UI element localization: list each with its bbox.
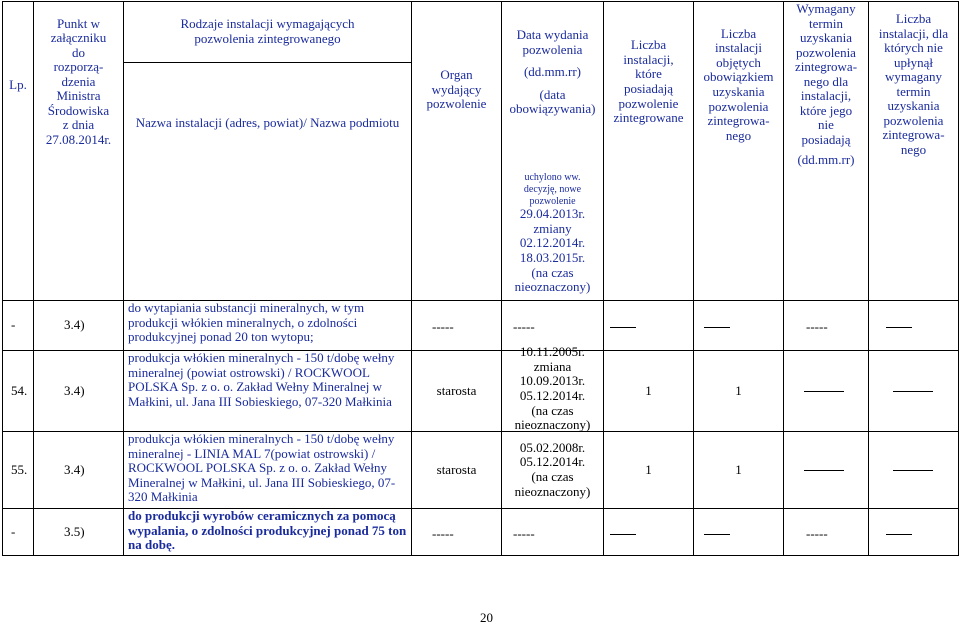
- row3-dash-line: [804, 470, 844, 471]
- row3-punkt: 3.4): [64, 461, 85, 477]
- row3-organ: starosta: [436, 461, 477, 477]
- row2-organ: starosta: [436, 382, 477, 398]
- row4-dash-data: -----: [513, 526, 535, 541]
- row1-desc: do wytapiania substancji mineralnych, w tym produkcji włókien mineralnych, o zdolności produkcyjnej ponad 20 ton wytopu;: [128, 300, 365, 345]
- row4-dash-line: [704, 534, 730, 535]
- row4-lp: -: [11, 523, 16, 539]
- row1-dash-line: [610, 327, 636, 328]
- page-number: 20: [480, 610, 493, 625]
- header-data-wydania: Data wydania pozwolenia (dd.mm.rr) (data obowiązywania): [509, 27, 596, 117]
- header-lp: Lp.: [9, 76, 27, 92]
- row2-desc: produkcja włókien mineralnych - 150 t/dobę wełny mineralnej (powiat ostrowski) / ROCKWOOL POLSKA Sp. z o. o. Zakład Wełny Mineralnej w Małkini, ul. Jana III Sobieskiego, 07-320 Małkinia: [128, 350, 395, 409]
- row4-dash-line: [610, 534, 636, 535]
- row2-liczba-objetych: 1: [735, 382, 742, 398]
- row4-dash-organ: -----: [432, 526, 454, 541]
- row1-dash-organ: -----: [432, 319, 454, 334]
- row2-lp: 54.: [11, 382, 28, 398]
- row3-desc: produkcja włókien mineralnych - 150 t/dobę wełny mineralnej - LINIA MAL 7(powiat ostrowski) / ROCKWOOL POLSKA Sp. z o. o. Zakład Wełny Mineralnej w Małkini, ul. Jana III Sobieskiego, 07- 320 Małkinia: [128, 431, 396, 505]
- row2-punkt: 3.4): [64, 382, 85, 398]
- header-rodzaje: Rodzaje instalacji wymagających pozwolenia zintegrowanego: [180, 16, 355, 46]
- row3-lp: 55.: [11, 461, 28, 477]
- row1-dash-termin: -----: [806, 319, 828, 334]
- row3-liczba-posiadajacych: 1: [645, 461, 652, 477]
- header-liczba-uplynal: Liczba instalacji, dla których nie upłynął wymagany termin uzyskania pozwolenia zintegrowa- nego: [878, 11, 949, 157]
- header-liczba-posiadajacych: Liczba instalacji, które posiadają pozwolenie zintegrowane: [613, 37, 684, 126]
- row4-desc: do produkcji wyrobów ceramicznych za pomocą wypalania, o zdolności produkcyjnej ponad 75 ton na dobę.: [128, 508, 407, 553]
- row3-data: 05.02.2008r. 05.12.2014r. (na czas nieoznaczony): [514, 439, 591, 499]
- row1-punkt: 3.4): [64, 317, 85, 333]
- row1-lp: -: [11, 317, 16, 333]
- row1-dash-line: [704, 327, 730, 328]
- row1-dash-data: -----: [513, 319, 535, 334]
- header-nazwa: Nazwa instalacji (adres, powiat)/ Nazwa podmiotu: [135, 114, 400, 130]
- header-organ: Organ wydający pozwolenie: [426, 67, 487, 112]
- row2-liczba-posiadajacych: 1: [645, 382, 652, 398]
- row3-liczba-objetych: 1: [735, 461, 742, 477]
- header-wymagany-termin: Wymagany termin uzyskania pozwolenia zintegrowa- nego dla instalacji, które jego nie posiadają (dd.mm.rr): [794, 1, 858, 168]
- row4-punkt: 3.5): [64, 523, 85, 539]
- row1-dash-line: [886, 327, 912, 328]
- row4-dash-line: [886, 534, 912, 535]
- table-border-right: [958, 1, 959, 556]
- row4-dash-termin: -----: [806, 526, 828, 541]
- header-liczba-objetych: Liczba instalacji objętych obowiązkiem uzyskania pozwolenia zintegrowa- nego: [703, 25, 774, 143]
- header-punkt: Punkt w załączniku do rozporzą- dzenia Ministra Środowiska z dnia 27.08.2014r.: [45, 15, 112, 147]
- table-border-bottom: [2, 555, 959, 556]
- row3-dash-line: [893, 470, 933, 471]
- row2-dash-line: [804, 391, 844, 392]
- data-note-top: uchylono ww. decyzję, nowe pozwolenie 29.04.2013r. zmiany 02.12.2014r. 18.03.2015r. (na czas nieoznaczony): [514, 172, 591, 295]
- row2-data: 10.11.2005r. zmiana 10.09.2013r. 05.12.2014r. (na czas nieoznaczony): [514, 344, 591, 433]
- row2-dash-line: [893, 391, 933, 392]
